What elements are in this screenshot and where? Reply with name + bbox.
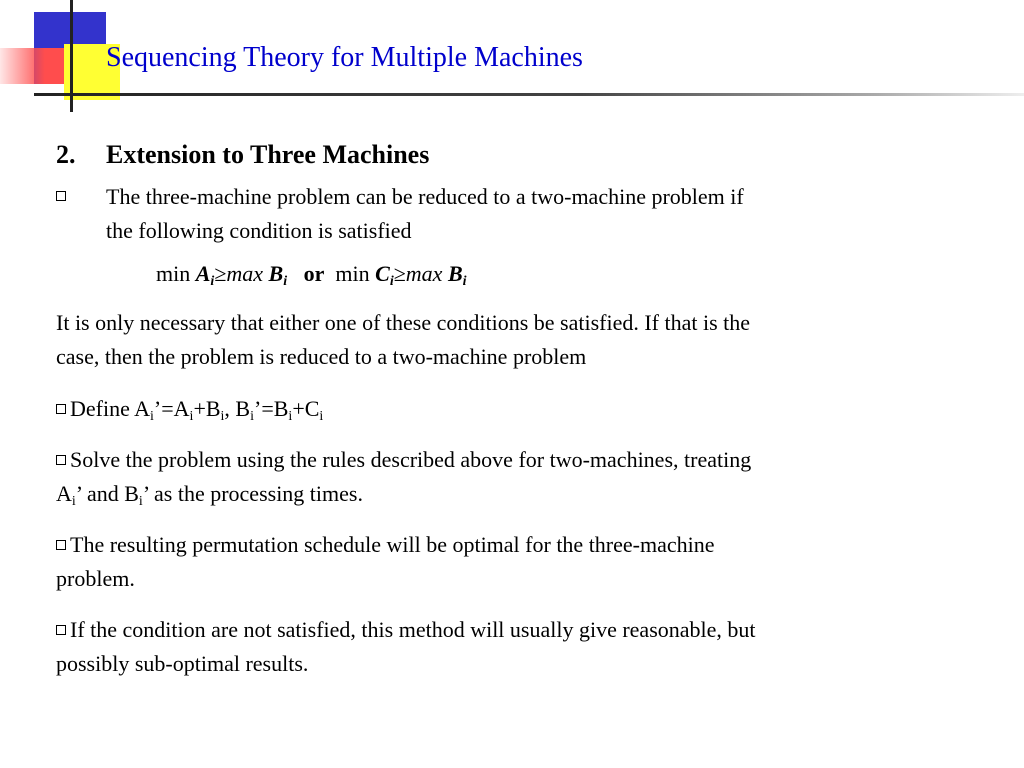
explanation-paragraph [56, 306, 750, 374]
subscript: i [189, 409, 194, 424]
hollow-square-bullet-icon [56, 404, 66, 414]
hollow-square-bullet-icon [56, 191, 66, 201]
formula-min: min [335, 261, 376, 286]
define-text: ’=B [254, 396, 289, 421]
subscript: i [319, 409, 324, 424]
formula-subscript: i [389, 274, 394, 289]
define-text: , B [224, 396, 251, 421]
section-number: 2. [56, 140, 76, 169]
bullet-line: the following condition is satisfied [106, 218, 412, 243]
subscript: i [288, 409, 293, 424]
result-bullet [56, 528, 715, 596]
formula-or: or [303, 261, 325, 286]
define-text: +C [292, 396, 320, 421]
formula-var-b: B [268, 261, 284, 286]
hollow-square-bullet-icon [56, 540, 66, 550]
subscript: i [250, 409, 254, 424]
define-bullet [56, 392, 323, 426]
hollow-square-bullet-icon [56, 625, 66, 635]
section-heading-text: Extension to Three Machines [106, 140, 430, 169]
paragraph-line: case, then the problem is reduced to a two-machine problem [56, 344, 587, 369]
paragraph-line: It is only necessary that either one of these conditions be satisfied. If that is the [56, 310, 751, 335]
formula-subscript: i [462, 274, 467, 289]
solve-text: Solve the problem using the rules described above for two-machines, treating [70, 447, 752, 472]
formula-subscript: i [283, 274, 288, 289]
solve-text: ’ as the processing times. [142, 481, 363, 506]
if-condition-text: If the condition are not satisfied, this method will usually give reasonable, but [70, 617, 756, 642]
formula-var-c: C [375, 261, 390, 286]
define-text: Define A [70, 396, 151, 421]
formula-max: max [226, 261, 269, 286]
formula-var-a: A [195, 261, 211, 286]
define-text: +B [193, 396, 221, 421]
formula-var-b: B [447, 261, 463, 286]
title-underline [34, 93, 1024, 96]
decor-red-square [0, 48, 64, 84]
result-text: The resulting permutation schedule will be optimal for the three-machine [70, 532, 715, 557]
hollow-square-bullet-icon [56, 455, 66, 465]
subscript: i [71, 494, 76, 509]
bullet-reduction-text [106, 180, 744, 248]
formula-max: max [405, 261, 448, 286]
slide-title: Sequencing Theory for Multiple Machines [106, 42, 583, 73]
subscript: i [150, 409, 154, 424]
result-text: problem. [56, 566, 135, 591]
subscript: i [138, 494, 143, 509]
formula-geq: ≥ [214, 261, 227, 286]
condition-formula [156, 257, 467, 291]
formula-subscript: i [210, 274, 215, 289]
solve-text: ’ and B [75, 481, 139, 506]
subscript: i [220, 409, 225, 424]
section-heading [56, 138, 429, 172]
if-condition-text: possibly sub-optimal results. [56, 651, 309, 676]
solve-bullet [56, 443, 751, 511]
formula-geq: ≥ [393, 261, 406, 286]
if-condition-bullet [56, 613, 756, 681]
formula-min: min [156, 261, 196, 286]
bullet-line: The three-machine problem can be reduced to a two-machine problem if [106, 184, 744, 209]
solve-text: A [56, 481, 72, 506]
define-text: ’=A [153, 396, 190, 421]
